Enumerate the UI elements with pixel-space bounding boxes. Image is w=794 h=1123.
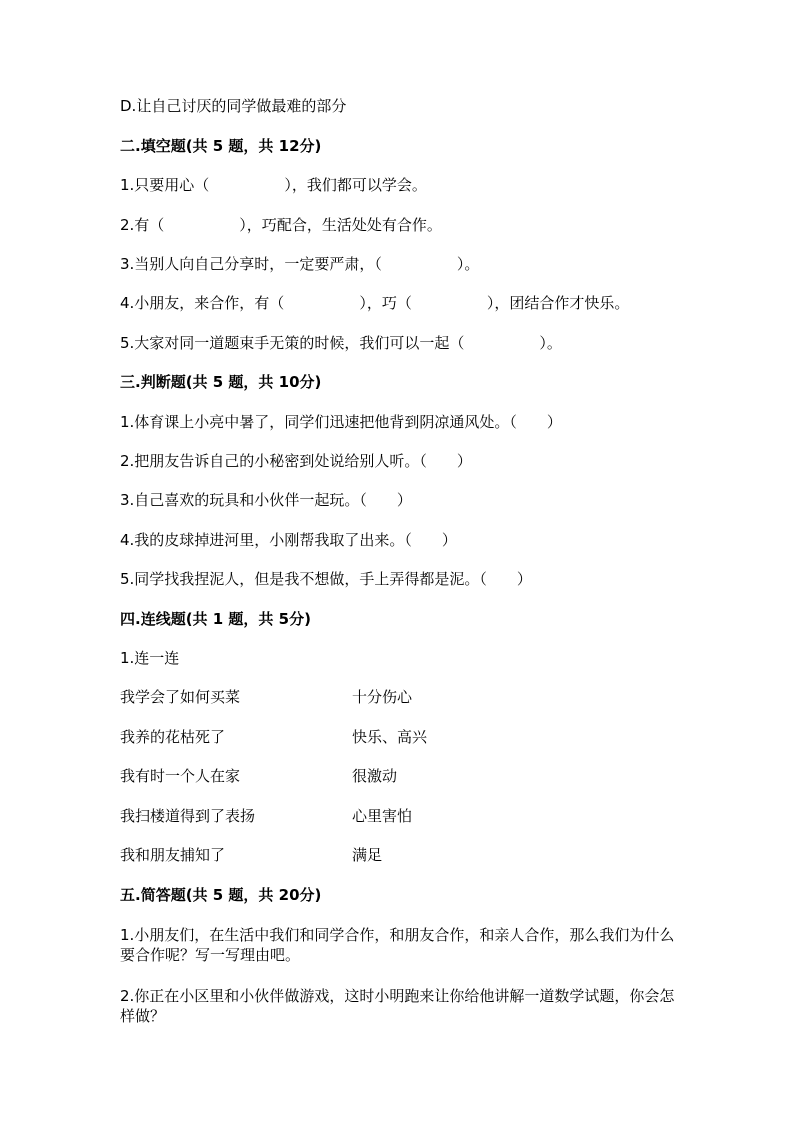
section-heading-matching: 四.连线题(共 1 题，共 5分) (120, 610, 311, 628)
matching-right-item: 很激动 (352, 767, 398, 785)
section-heading-true-false: 三.判断题(共 5 题，共 10分) (120, 373, 322, 391)
matching-right-item: 快乐、高兴 (352, 728, 428, 746)
matching-left-item: 我有时一个人在家 (120, 767, 241, 785)
true-false-question-2: 2.把朋友告诉自己的小秘密到处说给别人听。（ ） (120, 452, 472, 470)
fill-blank-question-4: 4.小朋友，来合作，有（ ），巧（ ），团结合作才快乐。 (120, 294, 630, 312)
true-false-question-3: 3.自己喜欢的玩具和小伙伴一起玩。（ ） (120, 491, 412, 509)
matching-left-item: 我学会了如何买菜 (120, 688, 241, 706)
short-answer-question-1: 1.小朋友们，在生活中我们和同学合作，和朋友合作，和亲人合作，那么我们为什么要合作呢？写一写理由吧。 (120, 926, 675, 964)
true-false-question-5: 5.同学找我捏泥人，但是我不想做，手上弄得都是泥。（ ） (120, 570, 532, 588)
matching-left-item: 我和朋友捕知了 (120, 846, 226, 864)
matching-right-item: 心里害怕 (352, 807, 413, 825)
matching-right-item: 十分伤心 (352, 688, 413, 706)
true-false-question-4: 4.我的皮球掉进河里，小刚帮我取了出来。（ ） (120, 531, 457, 549)
fill-blank-question-1: 1.只要用心（ ），我们都可以学会。 (120, 176, 427, 194)
short-answer-question-2: 2.你正在小区里和小伙伴做游戏，这时小明跑来让你给他讲解一道数学试题，你会怎样做？ (120, 987, 675, 1025)
choice-option-d: D.让自己讨厌的同学做最难的部分 (120, 97, 347, 115)
fill-blank-question-5: 5.大家对同一道题束手无策的时候，我们可以一起（ ）。 (120, 334, 562, 352)
fill-blank-question-2: 2.有（ ），巧配合，生活处处有合作。 (120, 216, 442, 234)
matching-left-item: 我扫楼道得到了表扬 (120, 807, 256, 825)
true-false-question-1: 1.体育课上小亮中暑了，同学们迅速把他背到阴凉通风处。（ ） (120, 413, 562, 431)
matching-question: 1.连一连 (120, 649, 180, 667)
matching-left-item: 我养的花枯死了 (120, 728, 226, 746)
fill-blank-question-3: 3.当别人向自己分享时，一定要严肃，（ ）。 (120, 255, 480, 273)
section-heading-short-answer: 五.简答题(共 5 题，共 20分) (120, 886, 322, 904)
section-heading-fill-blank: 二.填空题(共 5 题，共 12分) (120, 137, 322, 155)
matching-right-item: 满足 (352, 846, 383, 864)
